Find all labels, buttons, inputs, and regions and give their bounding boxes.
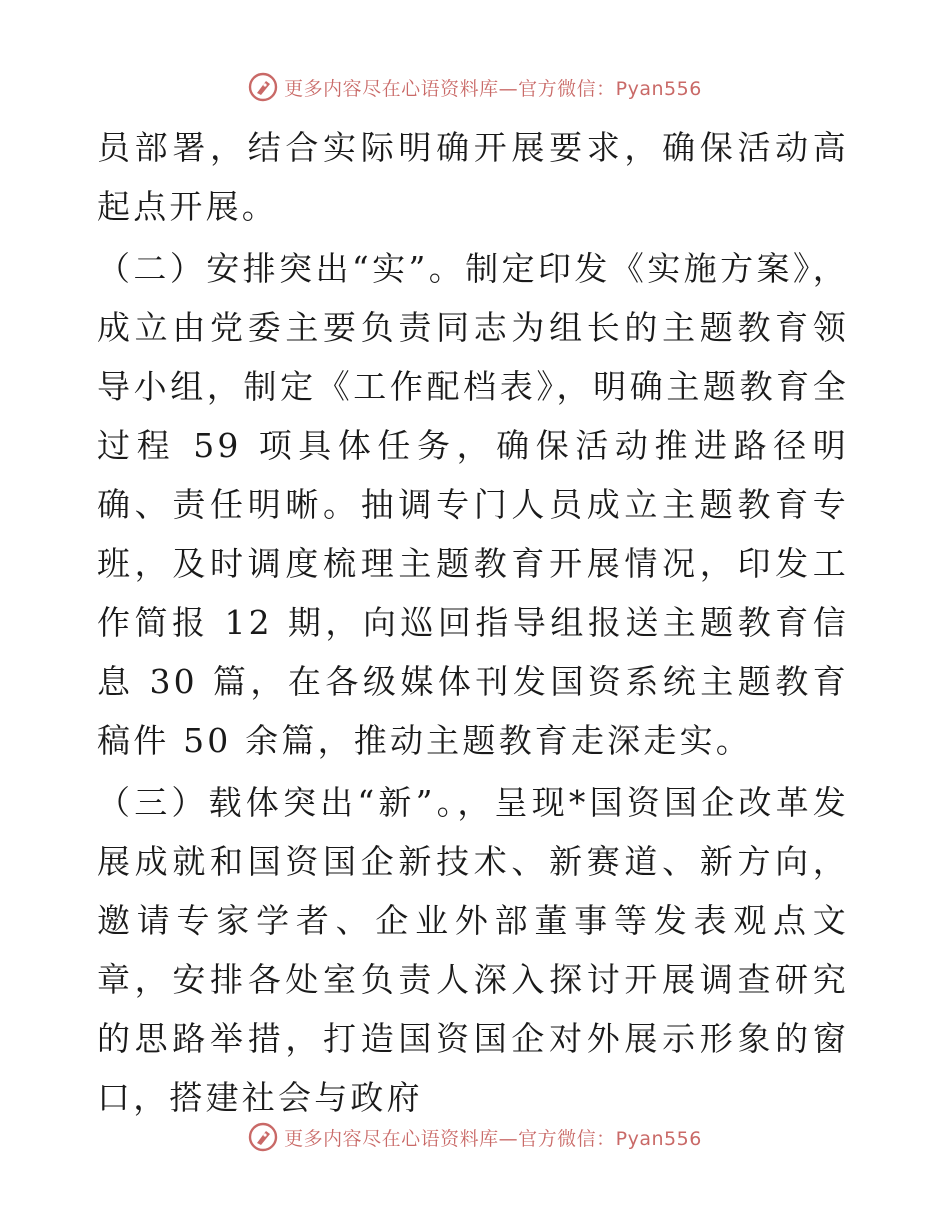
- watermark-footer: [0, 1122, 950, 1152]
- pen-nib-circle-icon: [248, 1122, 278, 1152]
- paragraph-2: （二）安排突出“实”。制定印发《实施方案》，成立由党委主要负责同志为组长的主题教育领导小组，制定《工作配档表》，明确主题教育全过程 59 项具体任务，确保活动推进路径明确、责任明晰。抽调专门人员成立主题教育专班，及时调度梳理主题教育开展情况，印发工作简报 12 期，向巡回指导组报送主题教育信息 30 篇，在各级媒体刊发国资系统主题教育稿件 50 余篇，推动主题教育走深走实。: [97, 249, 849, 760]
- watermark-text: 更多内容尽在心语资料库—官方微信：Pyan556: [284, 77, 702, 100]
- watermark-text: 更多内容尽在心语资料库—官方微信：Pyan556: [284, 1127, 702, 1150]
- pen-nib-circle-icon: [248, 72, 278, 102]
- paragraph-3: （三）载体突出“新”。，呈现*国资国企改革发展成就和国资国企新技术、新赛道、新方向，邀请专家学者、企业外部董事等发表观点文章，安排各处室负责人深入探讨开展调查研究的思路举措，打造国资国企对外展示形象的窗口，搭建社会与政府: [97, 783, 849, 1117]
- paragraph-1: 员部署，结合实际明确开展要求，确保活动高起点开展。: [97, 128, 849, 226]
- document-body: [97, 118, 849, 1127]
- watermark-header: [0, 72, 950, 102]
